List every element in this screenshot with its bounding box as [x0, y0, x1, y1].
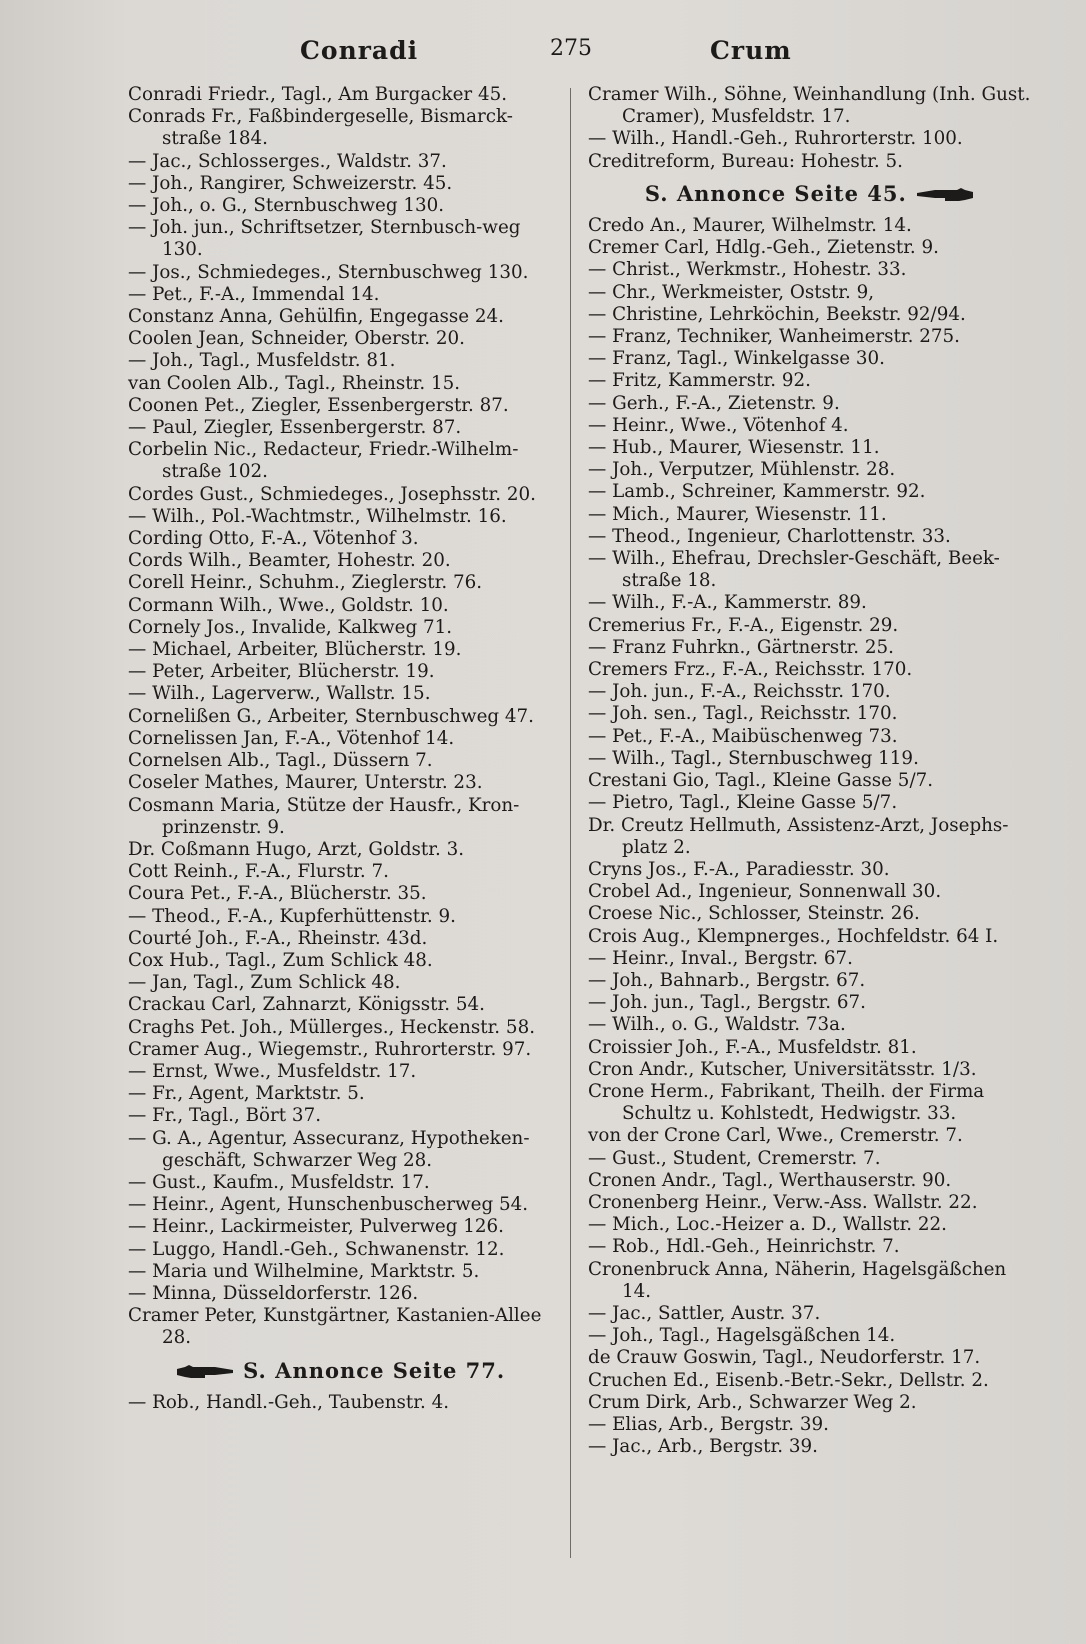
directory-entry: Cornelissen Jan, F.-A., Vötenhof 14.	[128, 727, 455, 749]
directory-entry: Conrads Fr., Faßbindergeselle, Bismarck-straße 184.	[128, 106, 513, 150]
directory-entry: Dr. Coßmann Hugo, Arzt, Goldstr. 3.	[128, 838, 465, 860]
directory-entry: — Rob., Hdl.-Geh., Heinrichstr. 7.	[588, 1236, 900, 1258]
directory-entry: — Joh., Tagl., Musfeldstr. 81.	[128, 350, 396, 372]
directory-entry: — Jan, Tagl., Zum Schlick 48.	[128, 972, 401, 994]
directory-entry: — Joh., Verputzer, Mühlenstr. 28.	[588, 459, 896, 481]
directory-entry: — Fritz, Kammerstr. 92.	[588, 370, 811, 392]
directory-entry: Cremerius Fr., F.-A., Eigenstr. 29.	[588, 614, 899, 636]
directory-entry: — Wilh., o. G., Waldstr. 73a.	[588, 1014, 846, 1036]
directory-entry: Cremer Carl, Hdlg.-Geh., Zietenstr. 9.	[588, 237, 939, 259]
directory-entry: Croese Nic., Schlosser, Steinstr. 26.	[588, 903, 920, 925]
directory-entry: — Fr., Agent, Marktstr. 5.	[128, 1083, 365, 1105]
directory-entry: — Christ., Werkmstr., Hohestr. 33.	[588, 259, 907, 281]
directory-entry: — Wilh., Pol.-Wachtmstr., Wilhelmstr. 16.	[128, 505, 507, 527]
directory-entry: — Luggo, Handl.-Geh., Schwanenstr. 12.	[128, 1238, 505, 1260]
right-entry-list	[588, 215, 1032, 1458]
right-top-entry-list	[588, 84, 1032, 173]
directory-entry: — Hub., Maurer, Wiesenstr. 11.	[588, 437, 880, 459]
directory-entry: Cronenberg Heinr., Verw.-Ass. Wallstr. 22.	[588, 1191, 978, 1213]
directory-entry: — Joh., o. G., Sternbuschweg 130.	[128, 195, 445, 217]
page-header	[120, 32, 1046, 72]
directory-entry: de Crauw Goswin, Tagl., Neudorferstr. 17.	[588, 1347, 981, 1369]
directory-entry: Croissier Joh., F.-A., Musfeldstr. 81.	[588, 1036, 917, 1058]
directory-entry: Cramer Peter, Kunstgärtner, Kastanien-Allee 28.	[128, 1305, 542, 1349]
directory-entry: Cornelißen G., Arbeiter, Sternbuschweg 47.	[128, 705, 534, 727]
directory-entry: — Joh., Bahnarb., Bergstr. 67.	[588, 969, 866, 991]
directory-entry: — Pietro, Tagl., Kleine Gasse 5/7.	[588, 792, 898, 814]
directory-entry: — Joh. jun., Schriftsetzer, Sternbusch-weg 130.	[128, 217, 521, 261]
directory-entry: Crestani Gio, Tagl., Kleine Gasse 5/7.	[588, 770, 934, 792]
directory-entry: — Heinr., Inval., Bergstr. 67.	[588, 947, 853, 969]
directory-entry: — Joh. jun., Tagl., Bergstr. 67.	[588, 992, 866, 1014]
directory-entry: Coura Pet., F.-A., Blücherstr. 35.	[128, 883, 427, 905]
pointing-hand-icon	[915, 186, 975, 204]
left-column	[128, 84, 552, 1414]
directory-entry: — G. A., Agentur, Assecuranz, Hypotheken-geschäft, Schwarzer Weg 28.	[128, 1127, 530, 1171]
directory-entry: Courté Joh., F.-A., Rheinstr. 43d.	[128, 927, 428, 949]
directory-entry: Crobel Ad., Ingenieur, Sonnenwall 30.	[588, 881, 942, 903]
directory-entry: — Minna, Düsseldorferstr. 126.	[128, 1282, 419, 1304]
directory-entry: Cordes Gust., Schmiedeges., Josephsstr. 20.	[128, 483, 536, 505]
page-number: 275	[550, 36, 592, 61]
directory-entry: — Fr., Tagl., Bört 37.	[128, 1105, 322, 1127]
directory-entry: — Joh., Tagl., Hagelsgäßchen 14.	[588, 1325, 896, 1347]
directory-entry: — Theod., Ingenieur, Charlottenstr. 33.	[588, 525, 951, 547]
directory-entry: — Joh. sen., Tagl., Reichsstr. 170.	[588, 703, 898, 725]
directory-entry: Cron Andr., Kutscher, Universitätsstr. 1/3.	[588, 1058, 977, 1080]
directory-entry: Cronenbruck Anna, Näherin, Hagelsgäßchen 14.	[588, 1258, 1007, 1302]
directory-entry: Cremers Frz., F.-A., Reichsstr. 170.	[588, 659, 913, 681]
directory-entry: — Theod., F.-A., Kupferhüttenstr. 9.	[128, 905, 456, 927]
directory-entry: von der Crone Carl, Wwe., Cremerstr. 7.	[588, 1125, 963, 1147]
directory-entry: — Franz Fuhrkn., Gärtnerstr. 25.	[588, 636, 894, 658]
directory-entry: Creditreform, Bureau: Hohestr. 5.	[588, 150, 903, 172]
directory-entry: Constanz Anna, Gehülfin, Engegasse 24.	[128, 306, 504, 328]
directory-entry: Cramer Wilh., Söhne, Weinhandlung (Inh. Gust. Cramer), Musfeldstr. 17.	[588, 84, 1031, 128]
directory-entry: — Lamb., Schreiner, Kammerstr. 92.	[588, 481, 926, 503]
directory-entry: Corbelin Nic., Redacteur, Friedr.-Wilhelm-straße 102.	[128, 439, 519, 483]
directory-entry: Cramer Aug., Wiegemstr., Ruhrorterstr. 97.	[128, 1038, 532, 1060]
directory-entry: — Paul, Ziegler, Essenbergerstr. 87.	[128, 417, 462, 439]
directory-entry: Crackau Carl, Zahnarzt, Königsstr. 54.	[128, 994, 485, 1016]
directory-entry: Cords Wilh., Beamter, Hohestr. 20.	[128, 550, 451, 572]
advertisement-text: S. Annonce Seite 77.	[243, 1357, 506, 1383]
directory-entry: — Maria und Wilhelmine, Marktstr. 5.	[128, 1260, 480, 1282]
directory-entry: Coolen Jean, Schneider, Oberstr. 20.	[128, 328, 465, 350]
directory-entry: Cornely Jos., Invalide, Kalkweg 71.	[128, 616, 453, 638]
directory-entry: Cryns Jos., F.-A., Paradiesstr. 30.	[588, 858, 890, 880]
directory-entry: — Gerh., F.-A., Zietenstr. 9.	[588, 392, 840, 414]
directory-entry: — Heinr., Agent, Hunschenbuscherweg 54.	[128, 1194, 529, 1216]
advertisement-text: S. Annonce Seite 45.	[644, 180, 907, 206]
directory-entry: — Wilh., Ehefrau, Drechsler-Geschäft, Beek-straße 18.	[588, 548, 1000, 592]
directory-entry: — Gust., Kaufm., Musfeldstr. 17.	[128, 1171, 430, 1193]
directory-entry: — Mich., Maurer, Wiesenstr. 11.	[588, 503, 887, 525]
directory-entry: — Wilh., Handl.-Geh., Ruhrorterstr. 100.	[588, 128, 963, 150]
directory-entry: — Jos., Schmiedeges., Sternbuschweg 130.	[128, 261, 529, 283]
header-last-entry: Crum	[710, 36, 792, 65]
directory-entry: Cruchen Ed., Eisenb.-Betr.-Sekr., Dellstr. 2.	[588, 1369, 989, 1391]
directory-entry: — Christine, Lehrköchin, Beekstr. 92/94.	[588, 303, 966, 325]
directory-entry: Cording Otto, F.-A., Vötenhof 3.	[128, 528, 419, 550]
directory-entry: Cosmann Maria, Stütze der Hausfr., Kron-prinzenstr. 9.	[128, 794, 520, 838]
directory-entry: Cronen Andr., Tagl., Werthauserstr. 90.	[588, 1169, 952, 1191]
directory-entry: — Jac., Sattler, Austr. 37.	[588, 1302, 821, 1324]
directory-entry: van Coolen Alb., Tagl., Rheinstr. 15.	[128, 372, 461, 394]
directory-entry: Coonen Pet., Ziegler, Essenbergerstr. 87.	[128, 394, 509, 416]
directory-entry: — Pet., F.-A., Maibüschenweg 73.	[588, 725, 898, 747]
directory-entry: — Wilh., Tagl., Sternbuschweg 119.	[588, 747, 919, 769]
directory-entry: Dr. Creutz Hellmuth, Assistenz-Arzt, Josephs-platz 2.	[588, 814, 1009, 858]
left-entry-list	[128, 84, 552, 1350]
directory-entry: — Wilh., F.-A., Kammerstr. 89.	[588, 592, 867, 614]
directory-entry: — Jac., Arb., Bergstr. 39.	[588, 1436, 818, 1458]
directory-entry: — Peter, Arbeiter, Blücherstr. 19.	[128, 661, 435, 683]
directory-entry: — Joh., Rangirer, Schweizerstr. 45.	[128, 172, 453, 194]
right-column	[588, 84, 1032, 1458]
directory-entry: Cormann Wilh., Wwe., Goldstr. 10.	[128, 594, 449, 616]
directory-entry: — Gust., Student, Cremerstr. 7.	[588, 1147, 881, 1169]
pointing-hand-icon	[175, 1363, 235, 1381]
header-first-entry: Conradi	[300, 36, 419, 65]
directory-entry: — Wilh., Lagerverw., Wallstr. 15.	[128, 683, 431, 705]
directory-entry: — Mich., Loc.-Heizer a. D., Wallstr. 22.	[588, 1214, 947, 1236]
directory-entry: Crone Herm., Fabrikant, Theilh. der Firma Schultz u. Kohlstedt, Hedwigstr. 33.	[588, 1080, 985, 1125]
directory-entry: — Ernst, Wwe., Musfeldstr. 17.	[128, 1060, 417, 1082]
directory-entry: — Pet., F.-A., Immendal 14.	[128, 283, 380, 305]
directory-entry: — Jac., Schlosserges., Waldstr. 37.	[128, 150, 447, 172]
column-divider	[570, 88, 571, 1558]
directory-entry: — Michael, Arbeiter, Blücherstr. 19.	[128, 639, 462, 661]
directory-entry: — Elias, Arb., Bergstr. 39.	[588, 1413, 829, 1435]
directory-entry: Conradi Friedr., Tagl., Am Burgacker 45.	[128, 84, 508, 105]
directory-entry: — Heinr., Wwe., Vötenhof 4.	[588, 414, 849, 436]
directory-entry: — Heinr., Lackirmeister, Pulverweg 126.	[128, 1216, 504, 1238]
directory-entry: Crum Dirk, Arb., Schwarzer Weg 2.	[588, 1391, 917, 1413]
directory-entry: Craghs Pet. Joh., Müllerges., Heckenstr. 58.	[128, 1016, 536, 1038]
directory-entry: — Joh. jun., F.-A., Reichsstr. 170.	[588, 681, 891, 703]
directory-entry: Cox Hub., Tagl., Zum Schlick 48.	[128, 949, 433, 971]
directory-entry: — Franz, Techniker, Wanheimerstr. 275.	[588, 326, 960, 348]
directory-entry: — Franz, Tagl., Winkelgasse 30.	[588, 348, 885, 370]
directory-entry: Coseler Mathes, Maurer, Unterstr. 23.	[128, 772, 483, 794]
directory-entry: Credo An., Maurer, Wilhelmstr. 14.	[588, 215, 912, 237]
advertisement-notice-right	[588, 180, 1032, 206]
directory-entry: — Chr., Werkmeister, Oststr. 9,	[588, 281, 875, 303]
directory-entry: Crois Aug., Klempnerges., Hochfeldstr. 64 I.	[588, 925, 999, 947]
directory-entry: Corell Heinr., Schuhm., Zieglerstr. 76.	[128, 572, 483, 594]
directory-entry: — Rob., Handl.-Geh., Taubenstr. 4.	[128, 1391, 450, 1413]
directory-entry: Cornelsen Alb., Tagl., Düssern 7.	[128, 750, 433, 772]
directory-entry: Cott Reinh., F.-A., Flurstr. 7.	[128, 861, 389, 883]
advertisement-notice-left	[128, 1357, 552, 1383]
